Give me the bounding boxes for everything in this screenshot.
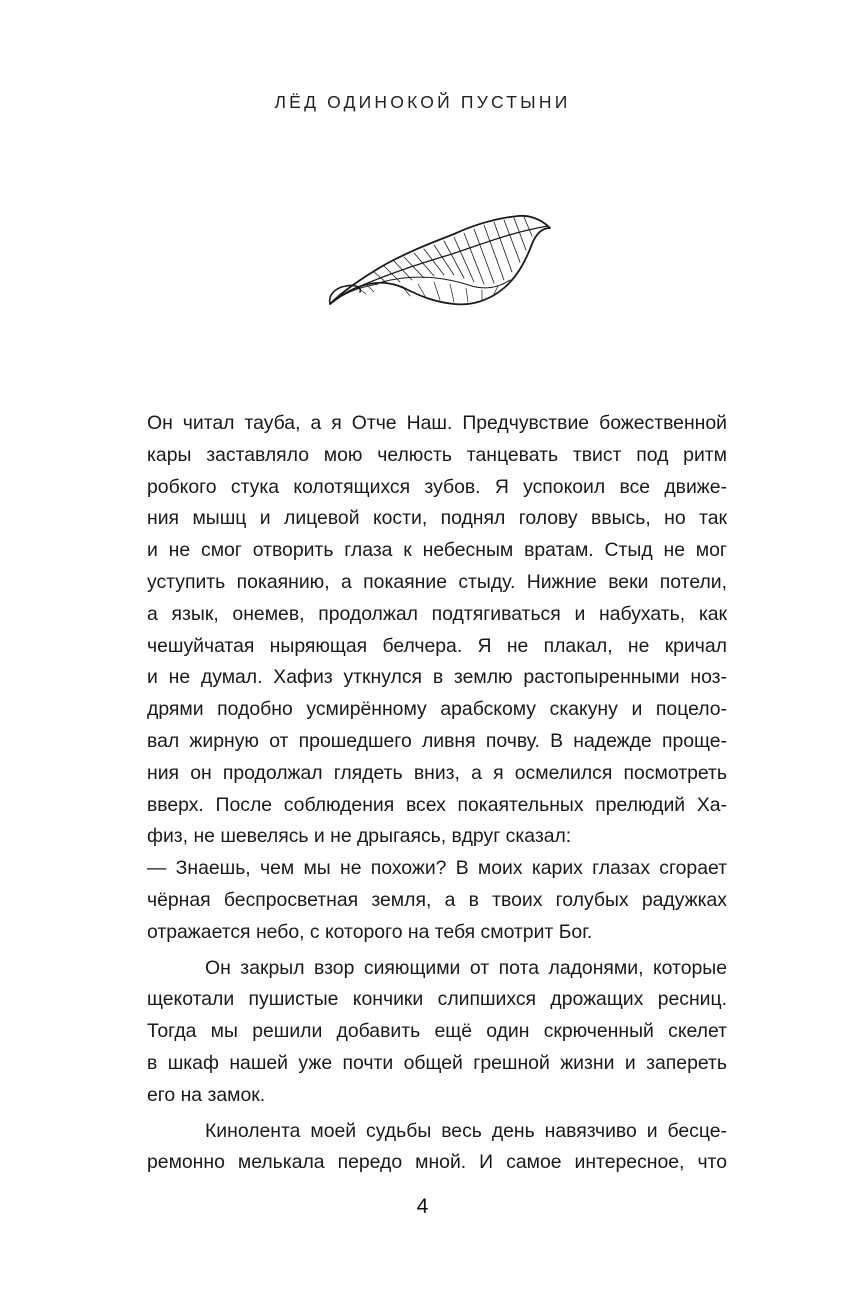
text-line: ния мышц и лицевой кости, поднял голову ввысь, но так <box>147 507 727 530</box>
text-line: Кинолента моей судьбы весь день навязчиво и бесце- <box>205 1119 727 1142</box>
text-line: Он читал тауба, а я Отче Наш. Предчувствие божественной <box>147 412 727 434</box>
text-line: и не думал. Хафиз уткнулся в землю растопыренными ноз- <box>147 666 727 689</box>
text-line: Он закрыл взор сияющими от пота ладонями, которые <box>205 956 727 979</box>
text-line: в шкаф нашей уже почти общей грешной жизни и запереть <box>147 1051 727 1074</box>
text-line: его на замок. <box>147 1083 266 1106</box>
paragraph <box>147 953 727 1112</box>
text-line: физ, не шевелясь и не дрыгаясь, вдруг сказал: <box>147 825 572 848</box>
text-line: чёрная беспросветная земля, а в твоих голубых радужках <box>147 888 727 911</box>
paragraph <box>147 408 727 853</box>
text-line: ремонно мелькала передо мной. И самое интересное, что <box>147 1151 727 1174</box>
text-line: вал жирную от прошедшего ливня почву. В надежде проще- <box>147 729 727 752</box>
text-line: Тогда мы решили добавить ещё один скрюченный скелет <box>147 1020 727 1043</box>
body-text <box>147 408 727 1179</box>
text-line: дрями подобно усмирённому арабскому скакуну и поцело- <box>147 698 727 721</box>
text-line: — Знаешь, чем мы не похожи? В моих карих глазах сгорает <box>147 857 727 880</box>
feather-leaf-icon <box>322 212 558 312</box>
paragraph <box>147 1116 727 1180</box>
running-title: ЛЁД ОДИНОКОЙ ПУСТЫНИ <box>274 92 571 112</box>
text-line: чешуйчатая ныряющая белчера. Я не плакал, не кричал <box>147 634 727 657</box>
text-line: кары заставляло мою челюсть танцевать твист под ритм <box>147 443 727 466</box>
text-line: ния он продолжал глядеть вниз, а я осмелился посмотреть <box>147 761 727 784</box>
text-line: робкого стука колотящихся зубов. Я успокоил все движе- <box>147 475 727 498</box>
text-line: вверх. После соблюдения всех покаятельных прелюдий Ха- <box>147 793 727 816</box>
text-line: а язык, онемев, продолжал подтягиваться и набухать, как <box>147 602 727 625</box>
page-number: 4 <box>416 1195 429 1218</box>
text-line: и не смог отворить глаза к небесным вратам. Стыд не мог <box>147 539 727 562</box>
text-line: щекотали пушистые кончики слипшихся дрожащих ресниц. <box>147 988 727 1011</box>
text-line: уступить покаянию, а покаяние стыду. Нижние веки потели, <box>147 570 727 593</box>
text-line: отражается небо, с которого на тебя смотрит Бог. <box>147 920 593 943</box>
paragraph <box>147 853 727 948</box>
